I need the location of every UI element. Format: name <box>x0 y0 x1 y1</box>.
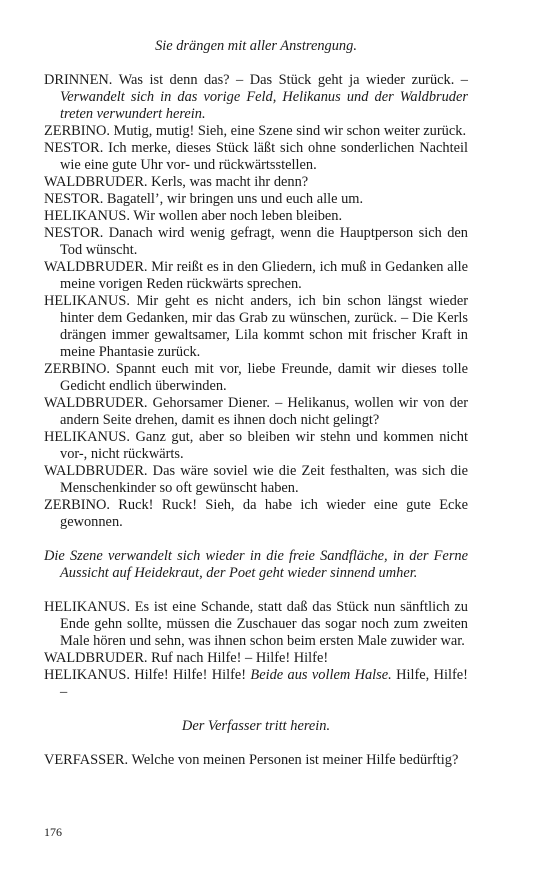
speech-text: Welche von meinen Personen ist meiner Hilfe bedürftig? <box>128 752 459 768</box>
speech-text: Mutig, mutig! Sieh, eine Szene sind wir schon weiter zurück. <box>109 123 467 139</box>
speaker: HELIKANUS. <box>44 429 130 445</box>
inline-stage-direction: Verwandelt sich in das vorige Feld, Helikanus und der Waldbruder treten verwundert herein. <box>60 89 468 122</box>
speaker: NESTOR. <box>44 140 104 156</box>
speech-line <box>44 650 468 667</box>
stage-direction: Sie drängen mit aller Anstrengung. <box>155 38 357 54</box>
speaker: WALDBRUDER. <box>44 650 148 666</box>
speech-line <box>44 395 468 429</box>
speech-text: Bagatell’, wir bringen uns und euch alle um. <box>103 191 364 207</box>
speech-text: Ich merke, dieses Stück läßt sich ohne sonderlichen Nachteil wie eine gute Uhr vor- und rückwärtsstellen. <box>60 140 468 173</box>
speech-text: Spannt euch mit vor, liebe Freunde, damit wir dieses tolle Gedicht endlich überwinden. <box>60 361 468 394</box>
speaker: ZERBINO. <box>44 123 110 139</box>
speech-text: Danach wird wenig gefragt, wenn die Hauptperson sich den Tod wünscht. <box>60 225 468 258</box>
speaker: WALDBRUDER. <box>44 174 148 190</box>
speech-text: Ganz gut, aber so bleiben wir stehn und kommen nicht vor-, nicht rückwärts. <box>60 429 468 462</box>
speech-line <box>44 140 468 174</box>
speaker: WALDBRUDER. <box>44 463 148 479</box>
speech-line <box>44 174 468 191</box>
speech-text: Hilfe, Hilfe! – <box>60 667 468 700</box>
speaker: HELIKANUS. <box>44 293 130 309</box>
speech-line <box>44 463 468 497</box>
stage-direction: Die Szene verwandelt sich wieder in die freie Sandfläche, in der Ferne Aussicht auf Heidekraut, der Poet geht wieder sinnend umher. <box>44 548 468 581</box>
speaker: WALDBRUDER. <box>44 395 148 411</box>
speech-line <box>44 123 468 140</box>
speech-line <box>44 208 468 225</box>
speech-line <box>44 191 468 208</box>
speech-text: Mir reißt es in den Gliedern, ich muß in Gedanken alle meine vorigen Reden rückwärts sprechen. <box>60 259 468 292</box>
page-body <box>44 38 468 769</box>
speech-text: Das wäre soviel wie die Zeit festhalten, was sich die Menschenkinder so oft gewünscht haben. <box>60 463 468 496</box>
speech-line <box>44 259 468 293</box>
speech-text: Mir geht es nicht anders, ich bin schon längst wieder hinter dem Gedanken, mir das Grab zu wünschen, zurück. – Die Kerls drängen immer gewaltsamer, Lila kommt schon mit frischer Kraft in meine Phantasie zurück. <box>60 293 468 360</box>
speaker: NESTOR. <box>44 191 104 207</box>
speech-text: Was ist denn das? – Das Stück geht ja wieder zurück. – <box>112 72 468 88</box>
speaker: WALDBRUDER. <box>44 259 148 275</box>
dialogue-block-2 <box>44 599 468 667</box>
speech-line <box>44 361 468 395</box>
speaker: ZERBINO. <box>44 361 110 377</box>
speech-text: Gehorsamer Diener. – Helikanus, wollen wir von der andern Seite drehen, damit es ihnen doch nicht gelingt? <box>60 395 468 428</box>
speech-text: Es ist eine Schande, statt daß das Stück nun sänftlich zu Ende gehn sollte, müssen die Zuschauer das sogar noch zum zweiten Male hören und sehn, was ihnen schon beim ersten Male zuwider war. <box>60 599 468 649</box>
speech-text: Kerls, was macht ihr denn? <box>147 174 309 190</box>
speaker: ZERBINO. <box>44 497 110 513</box>
inline-stage-direction: Beide aus vollem Halse. <box>250 667 392 683</box>
stage-direction: Der Verfasser tritt herein. <box>181 718 331 734</box>
speech-line <box>44 752 468 769</box>
speech-line <box>44 497 468 531</box>
speech-text: Ruck! Ruck! Sieh, da habe ich wieder eine gute Ecke gewonnen. <box>60 497 468 530</box>
dialogue-block-1 <box>44 72 468 531</box>
speech-line <box>44 429 468 463</box>
speaker: HELIKANUS. <box>44 208 130 224</box>
speaker: HELIKANUS. <box>44 599 130 615</box>
speaker: HELIKANUS. <box>44 667 130 683</box>
speech-text: Ruf nach Hilfe! – Hilfe! Hilfe! <box>147 650 329 666</box>
speaker: NESTOR. <box>44 225 104 241</box>
speech-text: Hilfe! Hilfe! Hilfe! <box>129 667 251 683</box>
page-number: 176 <box>44 825 62 839</box>
speaker: DRINNEN. <box>44 72 113 88</box>
speech-line <box>44 72 468 123</box>
speech-line <box>44 225 468 259</box>
speech-line <box>44 293 468 361</box>
speech-text: Wir wollen aber noch leben bleiben. <box>129 208 343 224</box>
speech-line <box>44 667 468 701</box>
speaker: VERFASSER. <box>44 752 129 768</box>
speech-line <box>44 599 468 650</box>
